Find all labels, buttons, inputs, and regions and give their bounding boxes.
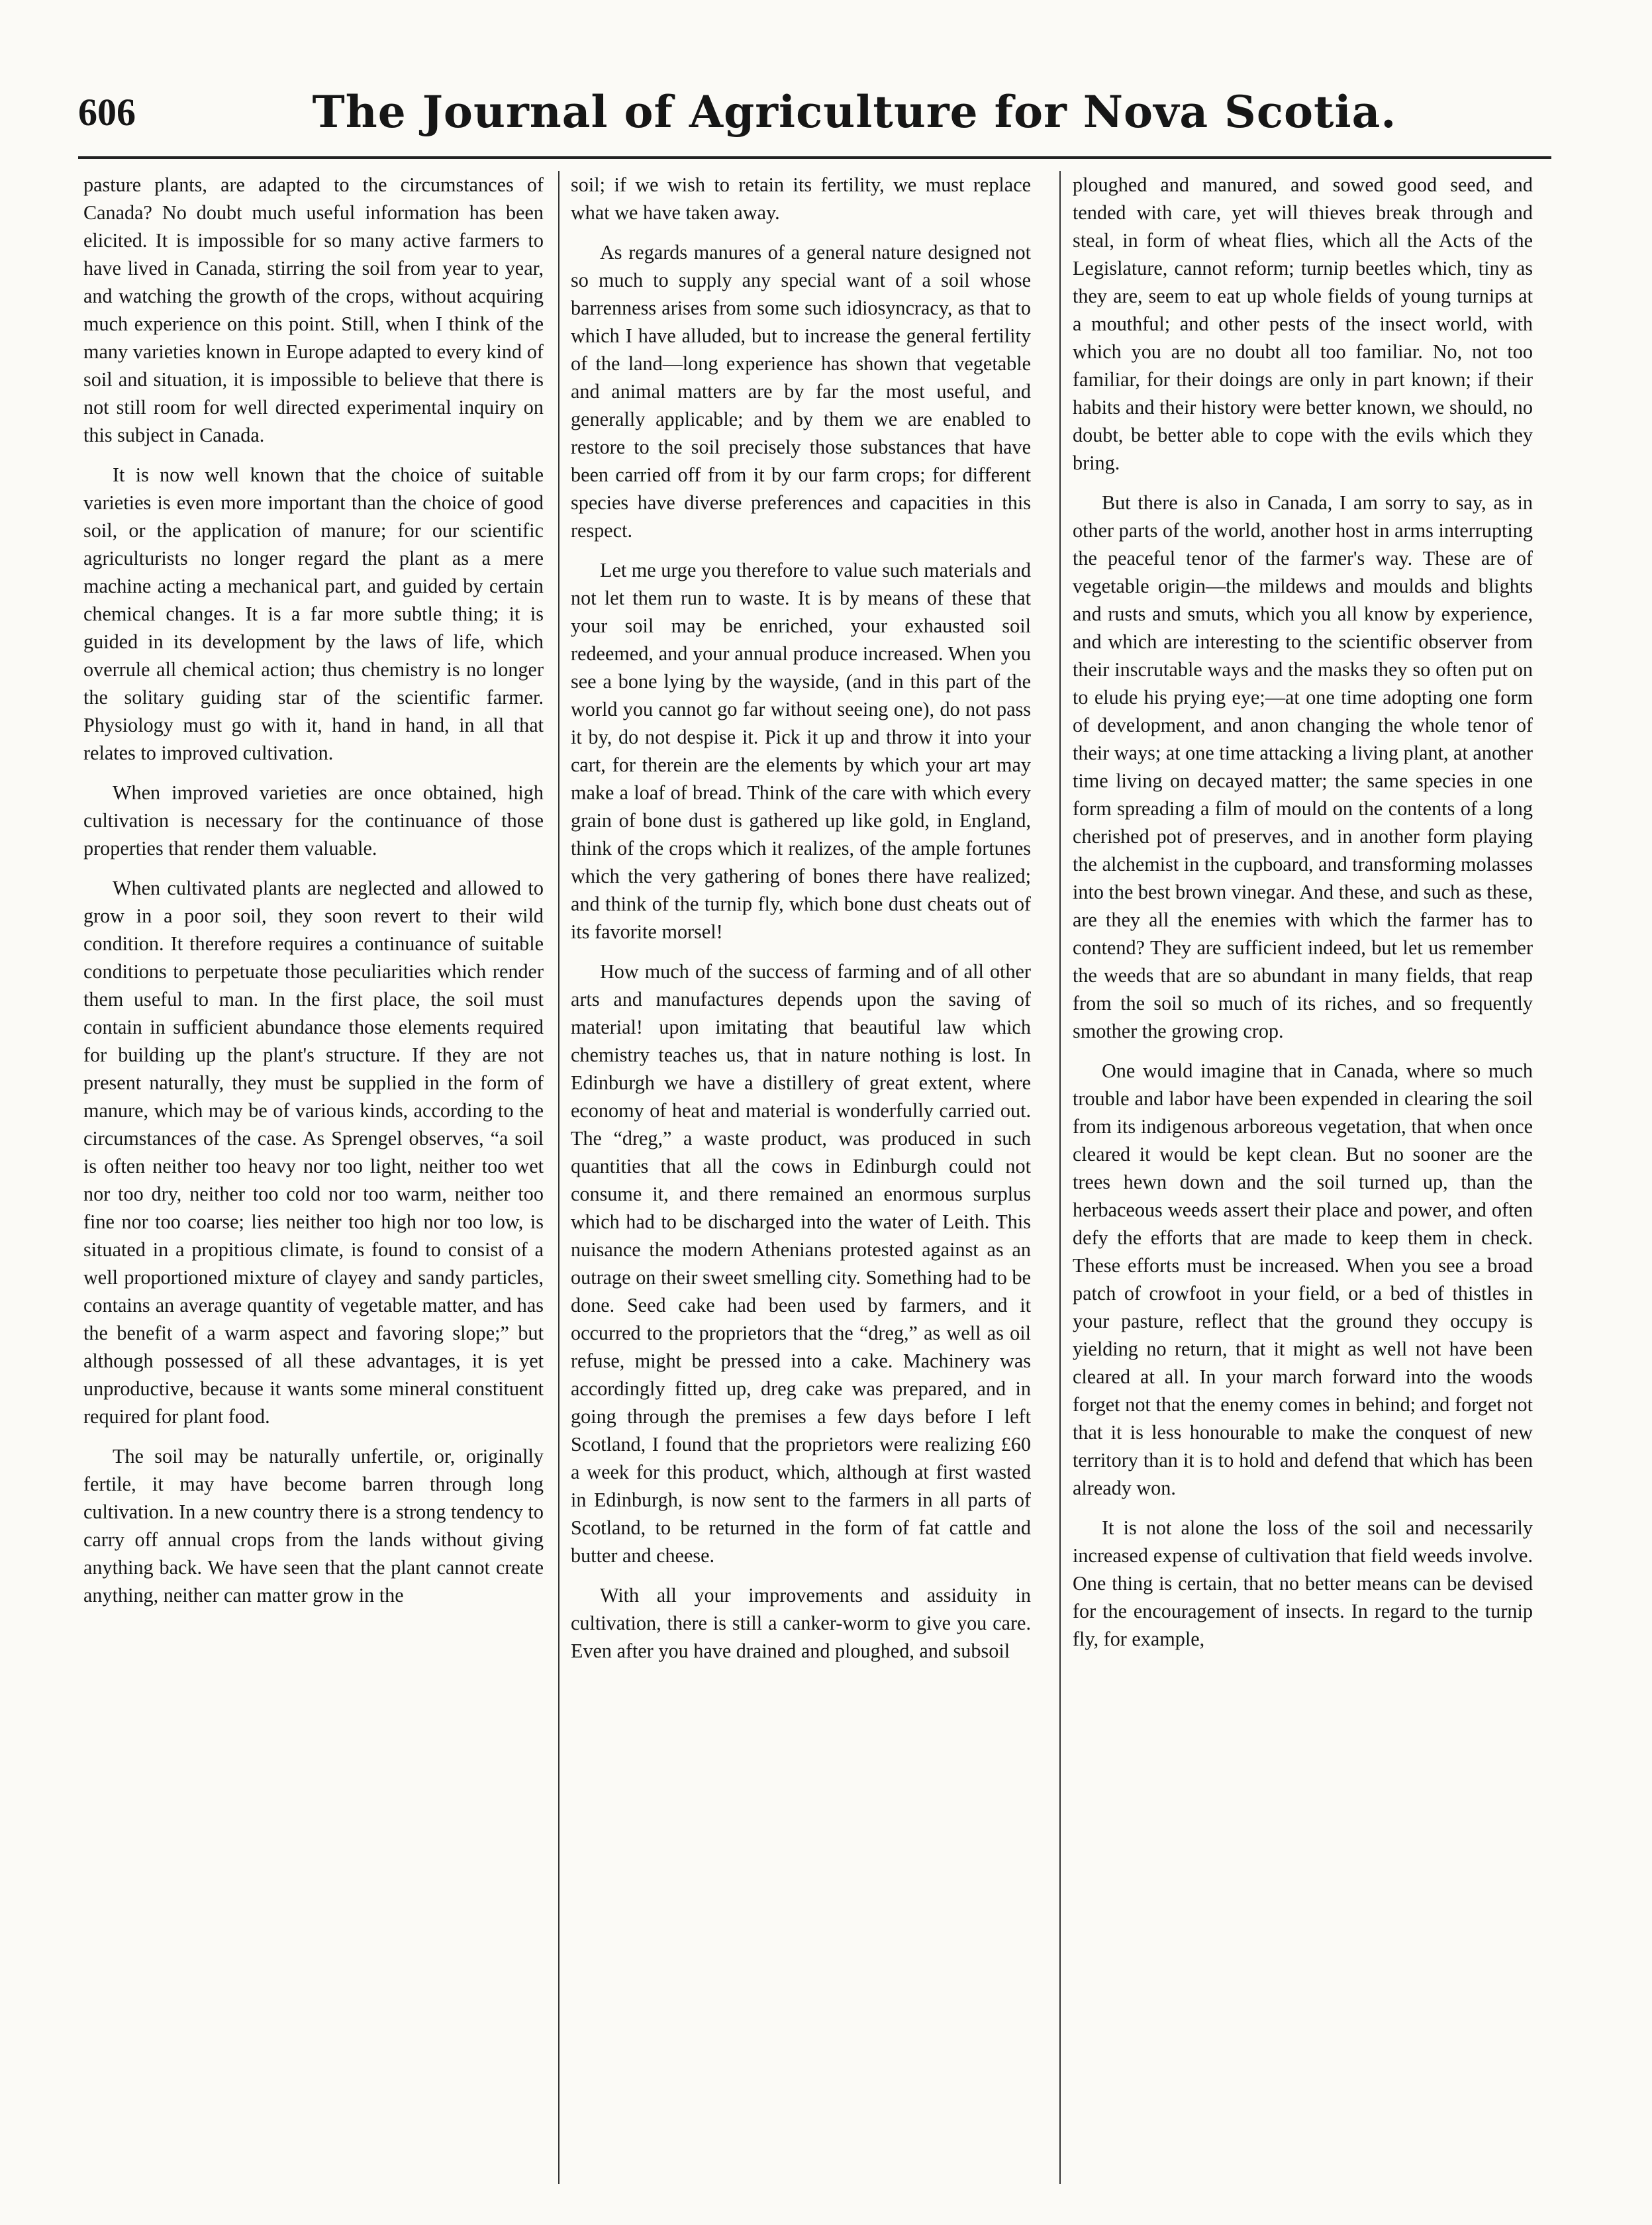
paragraph: It is not alone the loss of the soil and necessarily increased expense of cultivation that field weeds involve. One thing is certain, that no better means can be devised for the encouragement of insects. In regard to the turnip fly, for example,: [1073, 1516, 1533, 1650]
text-column-3: [1073, 171, 1533, 2184]
paragraph: pasture plants, are adapted to the circumstances of Canada? No doubt much useful information has been elicited. It is impossible for so many active farmers to have lived in Canada, stirring the soil from year to year, and watching the growth of the crops, without acquiring much experience on this point. Still, when I think of the many varieties known in Europe adapted to every kind of soil and situation, it is impossible to believe that there is not still room for well directed experimental inquiry on this subject in Canada.: [83, 173, 544, 446]
paragraph: soil; if we wish to retain its fertility, we must replace what we have taken away.: [571, 173, 1031, 224]
paragraph: Let me urge you therefore to value such materials and not let them run to waste. It is by means of these that your soil may be enriched, your exhausted soil redeemed, and your annual produce increased. When you see a bone lying by the wayside, (and in this part of the world you cannot go far without seeing one), do not pass it by, do not despise it. Pick it up and throw it into your cart, for therein are the elements by which your art may make a loaf of bread. Think of the care with which every grain of bone dust is gathered up like gold, in England, think of the crops which it realizes, of the ample fortunes which the very gathering of bones there have realized; and think of the turnip fly, which bone dust cheats out of its favorite morsel!: [571, 559, 1031, 943]
page-number: 606: [78, 91, 136, 134]
column-divider: [1059, 171, 1061, 2184]
header-rule: [78, 156, 1551, 159]
paragraph: But there is also in Canada, I am sorry to say, as in other parts of the world, another host in arms interrupting the peaceful tenor of the farmer's way. These are of vegetable origin—the mildews and moulds and blights and rusts and smuts, which you all know by experience, and which are interesting to the scientific observer from their inscrutable ways and the masks they so often put on to elude his prying eye;—at one time adopting one form of development, and anon changing the whole tenor of their ways; at one time attacking a living plant, at another time living on decayed matter; the same species in one form spreading a film of mould on the contents of a long cherished pot of preserves, and in another form playing the alchemist in the cupboard, and transforming molasses into the best brown vinegar. And these, and such as these, are they all the enemies with which the farmer has to contend? They are sufficient indeed, but let us remember the weeds that are so abundant in many fields, that reap from the soil so much of its riches, and so frequently smother the growing crop.: [1073, 491, 1533, 1042]
page-header: [78, 86, 1551, 150]
paragraph: It is now well known that the choice of suitable varieties is even more important than the choice of good soil, or the application of manure; for our scientific agriculturists no longer regard the plant as a mere machine acting a mechanical part, and guided by certain chemical changes. It is a far more subtle thing; it is guided in its development by the laws of life, which overrule all chemical action; thus chemistry is no longer the solitary guiding star of the scientific farmer. Physiology must go with it, hand in hand, in all that relates to improved cultivation.: [83, 464, 544, 764]
column-divider: [558, 171, 559, 2184]
paragraph: When improved varieties are once obtained, high cultivation is necessary for the continuance of those properties that render them valuable.: [83, 781, 544, 860]
paragraph: As regards manures of a general nature designed not so much to supply any special want of a soil whose barrenness arises from some such idiosyncracy, as that to which I have alluded, but to increase the general fertility of the land—long experience has shown that vegetable and animal matters are by far the most useful, and generally applicable; and by them we are enabled to restore to the soil precisely those substances that have been carried off from it by our farm crops; for different species have diverse preferences and capacities in this respect.: [571, 241, 1031, 542]
journal-title: The Journal of Agriculture for Nova Scotia.: [312, 86, 1397, 138]
paragraph: One would imagine that in Canada, where so much trouble and labor have been expended in clearing the soil from its indigenous arboreous vegetation, that when once cleared it would be kept clean. But no sooner are the trees hewn down and the soil turned up, than the herbaceous weeds assert their place and power, and often defy the efforts that are made to keep them in check. These efforts must be increased. When you see a broad patch of crowfoot in your field, or a bed of thistles in your pasture, reflect that the ground they occupy is yielding no return, that it might as well not have been cleared at all. In your march forward into the woods forget not that the enemy comes in behind; and forget not that it is less honourable to make the conquest of new territory than it is to hold and defend that which has been already won.: [1073, 1060, 1533, 1499]
paragraph: How much of the success of farming and of all other arts and manufactures depends upon the saving of material! upon imitating that beautiful law which chemistry teaches us, that in nature nothing is lost. In Edinburgh we have a distillery of great extent, where economy of heat and material is wonderfully carried out. The “dreg,” a waste product, was produced in such quantities that all the cows in Edinburgh could not consume it, and there remained an enormous surplus which had to be discharged into the water of Leith. This nuisance the modern Athenians protested against as an outrage on their sweet smelling city. Something had to be done. Seed cake had been used by farmers, and it occurred to the proprietors that the “dreg,” as well as oil refuse, might be pressed into a cake. Machinery was accordingly fitted up, dreg cake was prepared, and in going through the premises a few days before I left Scotland, I found that the proprietors were realizing £60 a week for this product, which, although at first wasted in Edinburgh, is now sent to the farmers in all parts of Scotland, to be returned in the form of fat cattle and butter and cheese.: [571, 960, 1031, 1567]
paragraph: With all your improvements and assiduity in cultivation, there is still a canker-worm to give you care. Even after you have drained and ploughed, and subsoil: [571, 1584, 1031, 1662]
paragraph: ploughed and manured, and sowed good seed, and tended with care, yet will thieves break through and steal, in form of wheat flies, which all the Acts of the Legislature, cannot reform; turnip beetles which, tiny as they are, seem to eat up whole fields of young turnips at a mouthful; and other pests of the insect world, with which you are no doubt all too familiar. No, not too familiar, for their doings are only in part known; if their habits and their history were better known, we should, no doubt, be better able to cope with the evils which they bring.: [1073, 173, 1533, 474]
paragraph: The soil may be naturally unfertile, or, originally fertile, it may have become barren through long cultivation. In a new country there is a strong tendency to carry off annual crops from the lands without giving anything back. We have seen that the plant cannot create anything, neither can matter grow in the: [83, 1445, 544, 1607]
paragraph: When cultivated plants are neglected and allowed to grow in a poor soil, they soon revert to their wild condition. It therefore requires a continuance of suitable conditions to perpetuate those peculiarities which render them useful to man. In the first place, the soil must contain in sufficient abundance those elements required for building up the plant's structure. If they are not present naturally, they must be supplied in the form of manure, which may be of various kinds, according to the circumstances of the case. As Sprengel observes, “a soil is often neither too heavy nor too light, neither too wet nor too dry, neither too cold nor too warm, neither too fine nor too coarse; lies neither too high nor too low, is situated in a propitious climate, is found to consist of a well proportioned mixture of clayey and sandy particles, contains an average quantity of vegetable matter, and has the benefit of a warm aspect and favoring slope;” but although possessed of all these advantages, it is yet unproductive, because it wants some mineral constituent required for plant food.: [83, 877, 544, 1428]
text-column-2: [571, 171, 1031, 2184]
text-column-1: [83, 171, 544, 2184]
